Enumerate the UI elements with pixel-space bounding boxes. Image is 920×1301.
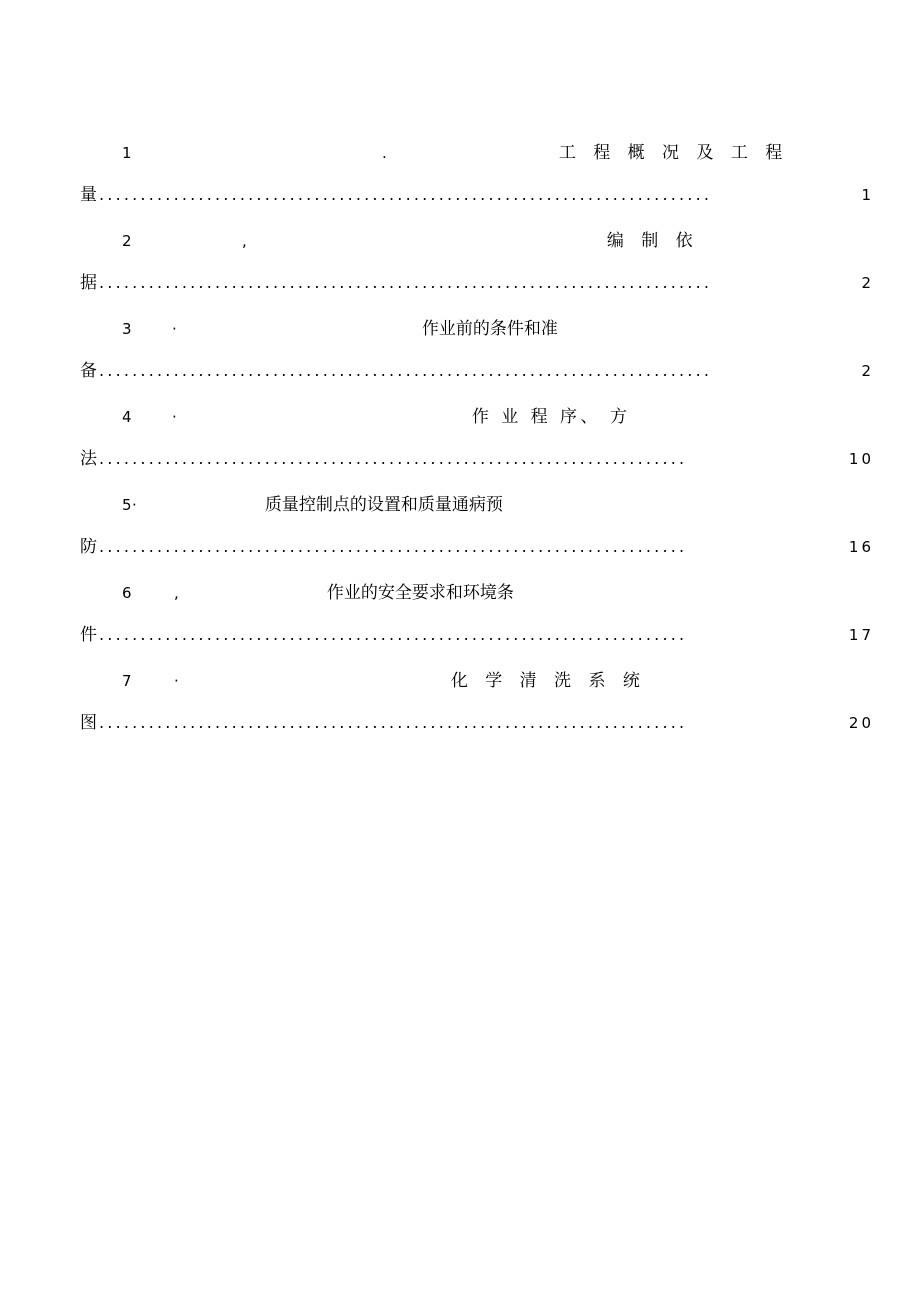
- toc-entry: [80, 484, 874, 568]
- toc-entry-title: 工 程 概 况 及 工 程: [558, 143, 789, 163]
- toc-entry-title-tail: 据: [80, 273, 97, 293]
- toc-entry-title: 编 制 依: [606, 231, 699, 251]
- toc-entry-title: 作 业 程 序、 方: [471, 407, 631, 427]
- dot-leader: .......................................................................: [99, 625, 688, 644]
- dot-leader: .......................................................................: [99, 537, 688, 556]
- toc-entry-page-number: 2: [861, 274, 874, 292]
- toc-entry-title-line: [84, 220, 874, 262]
- toc-entry-leader-line: [80, 702, 874, 744]
- toc-entry-page-number: 17: [848, 626, 874, 644]
- toc-entry-leader-line: [80, 350, 874, 392]
- toc-entry-separator: ·: [174, 672, 179, 690]
- toc-entry-leader-line: [80, 262, 874, 304]
- toc-entry: [80, 660, 874, 744]
- table-of-contents: [80, 132, 874, 748]
- toc-entry-number: 4: [122, 408, 133, 426]
- toc-entry-leader-line: [80, 526, 874, 568]
- toc-entry: [80, 572, 874, 656]
- toc-entry-page-number: 1: [861, 186, 874, 204]
- toc-entry-page-number: 16: [848, 538, 874, 556]
- toc-entry-number: 5: [122, 496, 133, 514]
- toc-entry-leader-line: [80, 174, 874, 216]
- toc-entry-title: 化 学 清 洗 系 统: [450, 671, 646, 691]
- toc-entry-title-line: [84, 132, 874, 174]
- toc-entry-number: 3: [122, 320, 133, 338]
- toc-entry-number: 6: [122, 584, 133, 602]
- toc-entry-title-line: [84, 396, 874, 438]
- toc-entry-title: 作业前的条件和准: [421, 319, 558, 339]
- toc-entry-title-tail: 量: [80, 185, 97, 205]
- toc-entry-number: 7: [122, 672, 133, 690]
- dot-leader: .......................................................................: [99, 449, 688, 468]
- toc-entry-page-number: 2: [861, 362, 874, 380]
- toc-entry-title-tail: 件: [80, 625, 97, 645]
- dot-leader: ..........................................................................: [99, 361, 713, 380]
- toc-entry-separator: ·: [172, 408, 177, 426]
- toc-entry-number: 2: [122, 232, 133, 250]
- toc-entry-title-line: [84, 484, 874, 526]
- toc-entry-title-tail: 法: [80, 449, 97, 469]
- toc-entry-separator: ,: [174, 584, 179, 602]
- toc-entry-leader-line: [80, 438, 874, 480]
- toc-entry-number: 1: [122, 144, 133, 162]
- toc-entry-title-line: [84, 572, 874, 614]
- dot-leader: ..........................................................................: [99, 273, 713, 292]
- toc-entry: [80, 132, 874, 216]
- toc-entry-title-tail: 图: [80, 713, 97, 733]
- toc-entry-title: 作业的安全要求和环境条: [326, 583, 514, 603]
- toc-entry-leader-line: [80, 614, 874, 656]
- toc-entry-separator: ·: [132, 496, 137, 514]
- toc-entry-page-number: 20: [848, 714, 874, 732]
- toc-entry: [80, 308, 874, 392]
- toc-entry-title-line: [84, 660, 874, 702]
- toc-entry: [80, 396, 874, 480]
- toc-entry: [80, 220, 874, 304]
- toc-entry-separator: ,: [242, 232, 247, 250]
- toc-entry-title-tail: 防: [80, 537, 97, 557]
- dot-leader: ..........................................................................: [99, 185, 713, 204]
- toc-entry-separator: ·: [172, 320, 177, 338]
- toc-entry-title-line: [84, 308, 874, 350]
- toc-entry-separator: .: [382, 144, 387, 162]
- toc-entry-title-tail: 备: [80, 361, 97, 381]
- toc-entry-title: 质量控制点的设置和质量通病预: [264, 495, 503, 515]
- dot-leader: .......................................................................: [99, 713, 688, 732]
- toc-entry-page-number: 10: [848, 450, 874, 468]
